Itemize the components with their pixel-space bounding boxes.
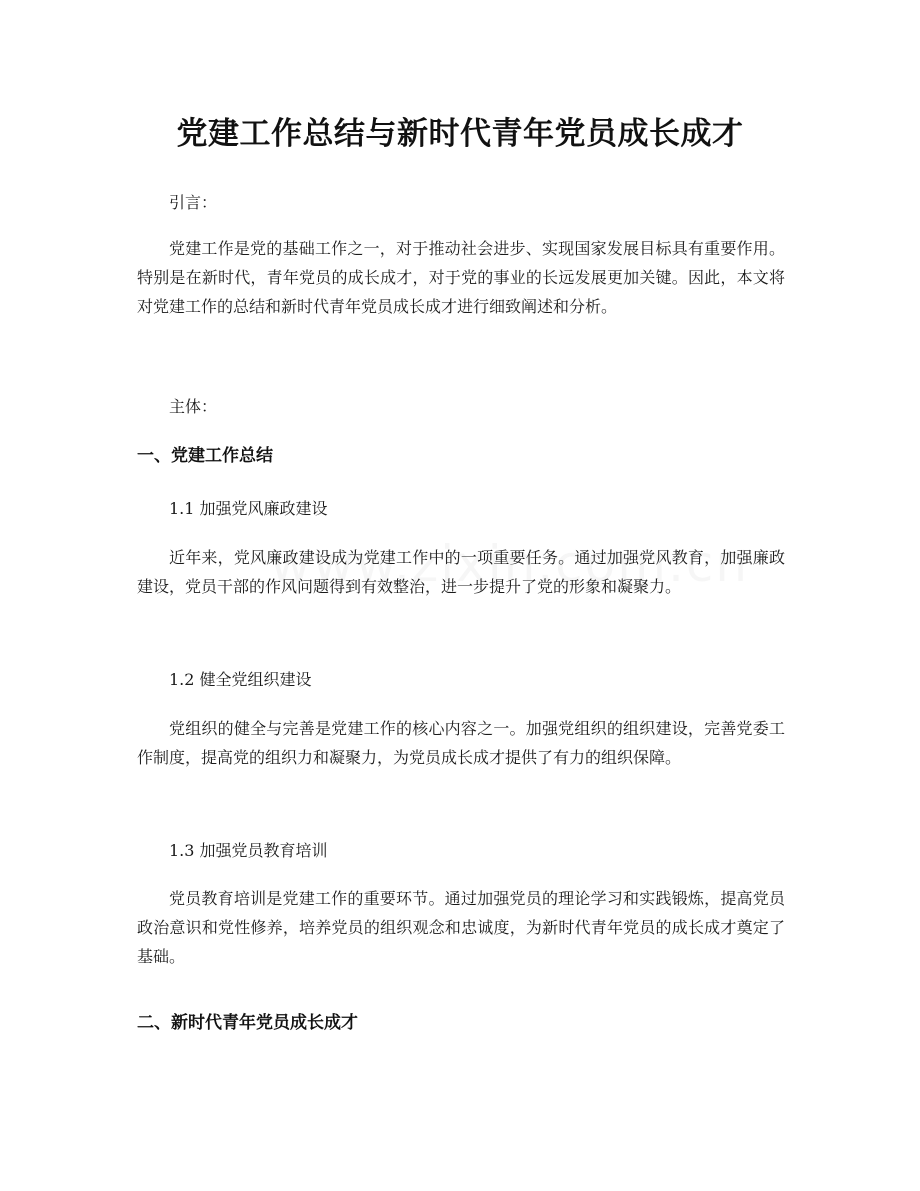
subsection-1-1-text: 近年来，党风廉政建设成为党建工作中的一项重要任务。通过加强党风教育，加强廉政建设，党员干部的作风问题得到有效整治，进一步提升了党的形象和凝聚力。 (137, 548, 785, 596)
subsection-1-2-text: 党组织的健全与完善是党建工作的核心内容之一。加强党组织的组织建设，完善党委工作制度，提高党的组织力和凝聚力，为党员成长成才提供了有力的组织保障。 (137, 719, 785, 767)
subsection-1-3-text: 党员教育培训是党建工作的重要环节。通过加强党员的理论学习和实践锻炼，提高党员政治意识和党性修养，培养党员的组织观念和忠诚度，为新时代青年党员的成长成才奠定了基础。 (137, 889, 785, 966)
section-1-heading: 一、党建工作总结 (137, 446, 273, 466)
subsection-1-3-title: 1.3 加强党员教育培训 (169, 841, 328, 860)
body-label: 主体： (169, 397, 218, 416)
subsection-1-2-title: 1.2 健全党组织建设 (169, 670, 312, 689)
section-2-heading: 二、新时代青年党员成长成才 (137, 1013, 358, 1033)
subsection-1-1-title: 1.1 加强党风廉政建设 (169, 499, 328, 518)
intro-label: 引言： (169, 193, 218, 212)
intro-paragraph: 党建工作是党的基础工作之一，对于推动社会进步、实现国家发展目标具有重要作用。特别是在新时代，青年党员的成长成才，对于党的事业的长远发展更加关键。因此，本文将对党建工作的总结和新时代青年党员成长成才进行细致阐述和分析。 (137, 239, 785, 316)
page-title: 党建工作总结与新时代青年党员成长成才 (176, 116, 744, 152)
